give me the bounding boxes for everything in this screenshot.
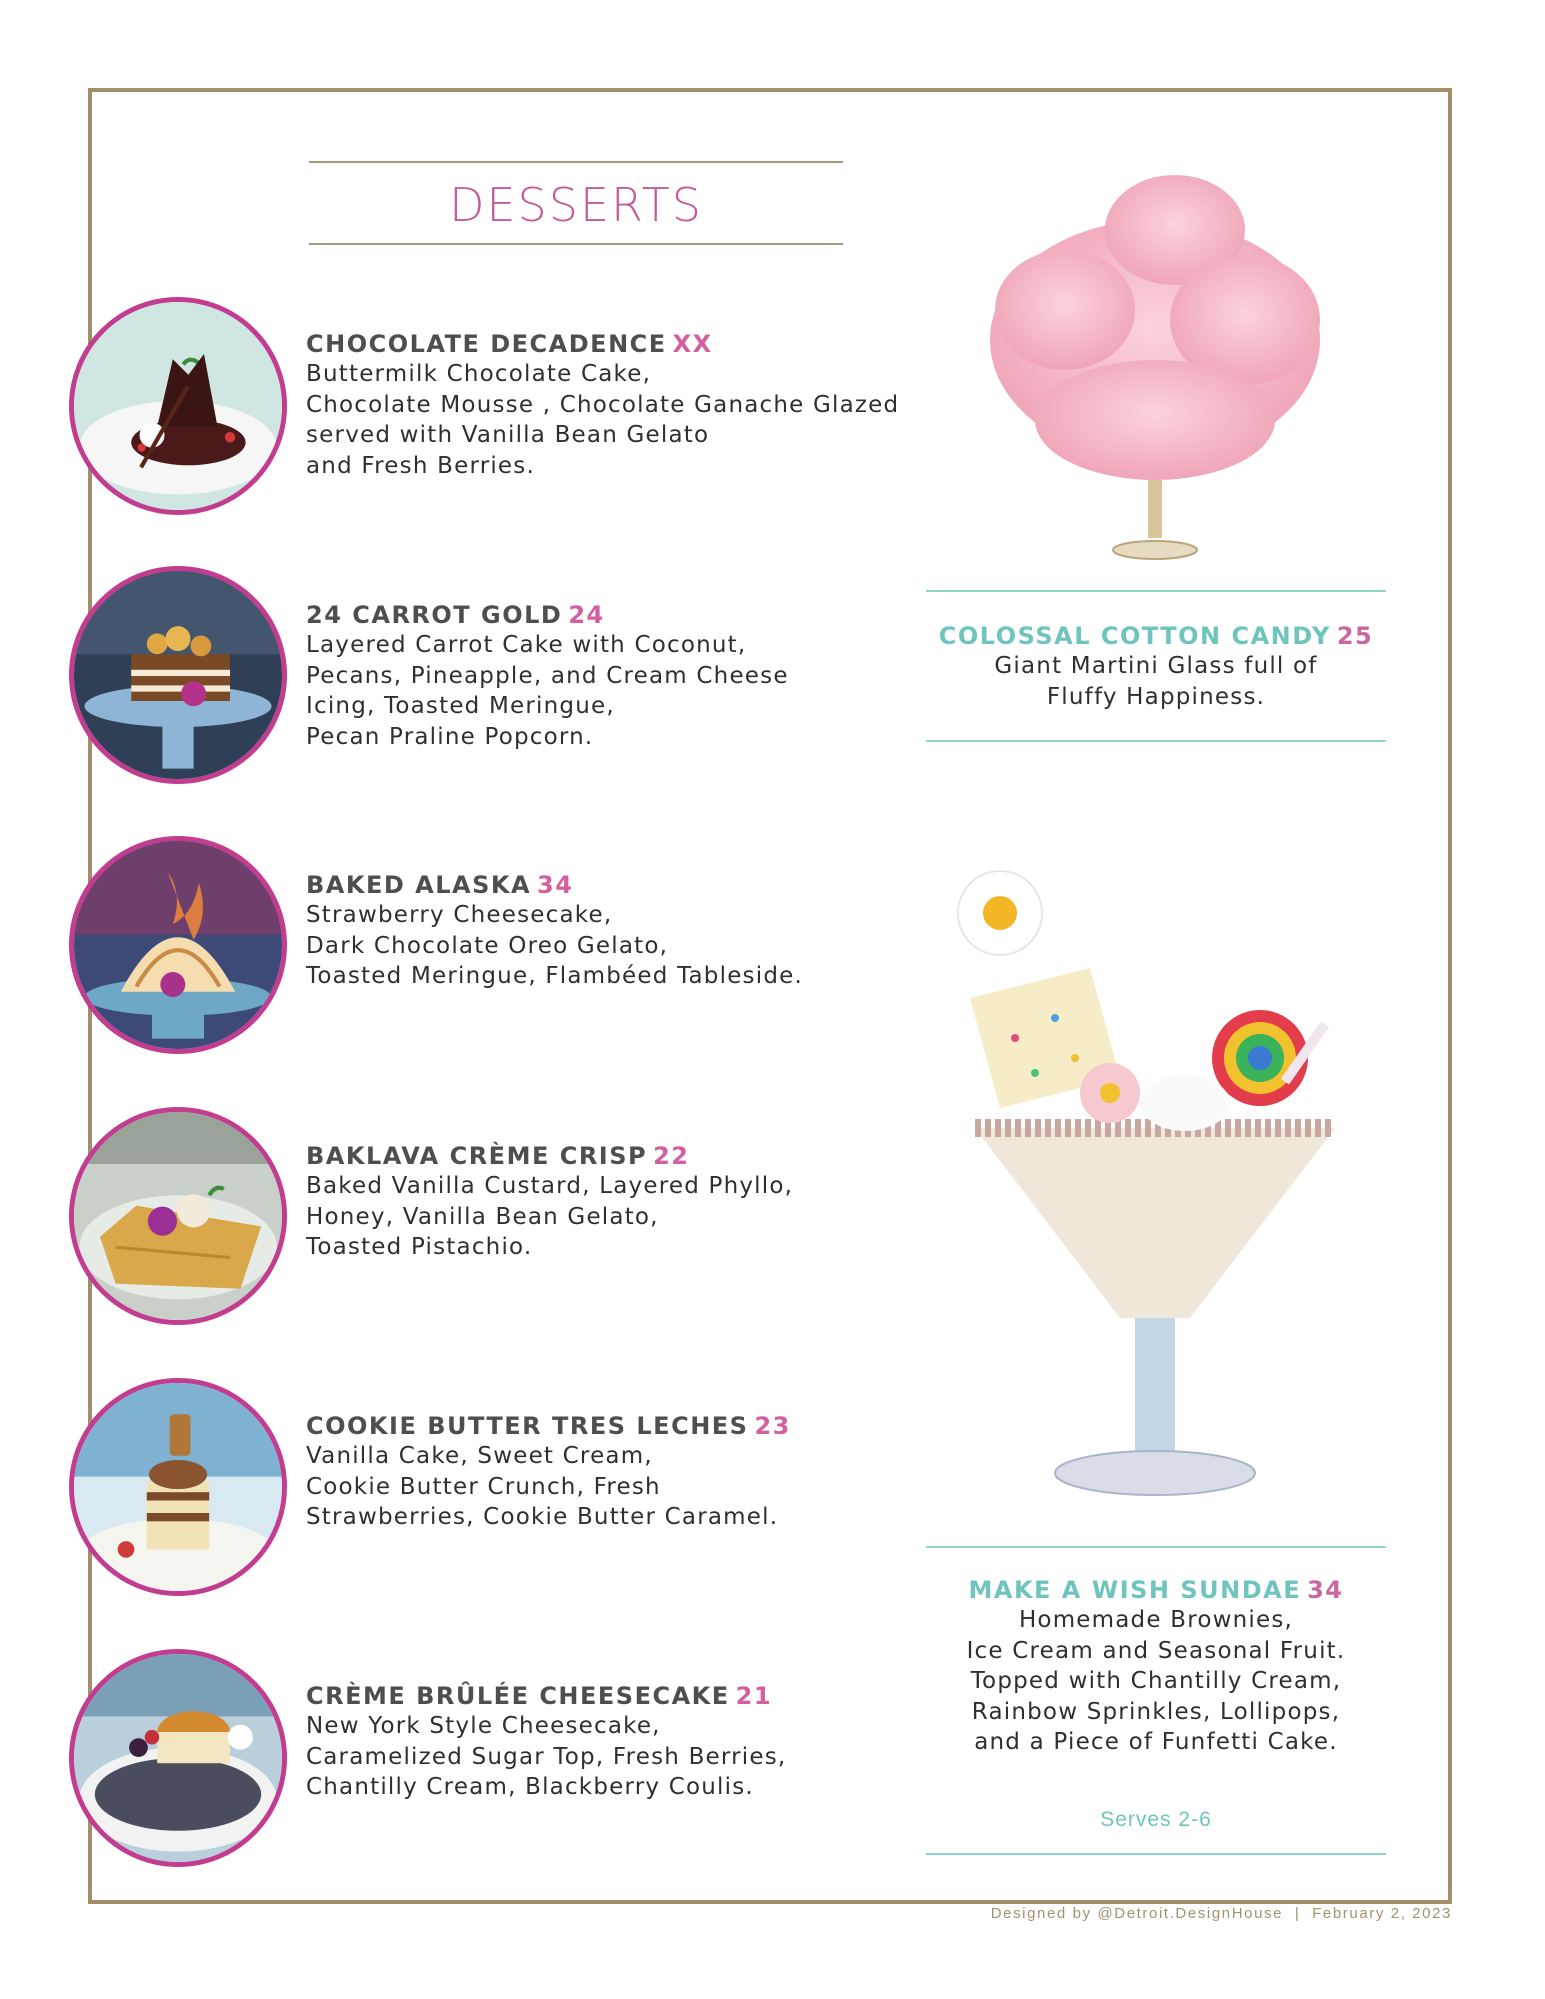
item-name: CRÈME BRÛLÉE CHEESECAKE 21 — [306, 1682, 773, 1710]
menu-item-baklava-creme-crisp — [306, 1141, 926, 1263]
item-price: XX — [672, 330, 713, 358]
feature-rule — [926, 1546, 1386, 1548]
item-price: 34 — [1307, 1576, 1344, 1604]
baked-alaska-photo — [69, 836, 287, 1054]
item-price: 21 — [735, 1682, 773, 1710]
creme-brulee-photo — [69, 1649, 287, 1867]
feature-make-a-wish-sundae — [926, 1575, 1386, 1758]
serves-note: Serves 2-6 — [1100, 1808, 1212, 1831]
feature-rule — [926, 590, 1386, 592]
item-price: 24 — [568, 601, 605, 629]
item-description: Homemade Brownies, Ice Cream and Seasonal Fruit. Topped with Chantilly Cream, Rainbow Sprinkles, Lollipops, and a Piece of Funfetti Cake. — [966, 1607, 1346, 1755]
item-description: Strawberry Cheesecake, Dark Chocolate Oreo Gelato, Toasted Meringue, Flambéed Tableside. — [306, 902, 803, 989]
feature-colossal-cotton-candy — [926, 621, 1386, 712]
item-description: New York Style Cheesecake, Caramelized Sugar Top, Fresh Berries, Chantilly Cream, Blackberry Coulis. — [306, 1713, 787, 1800]
feature-rule — [926, 740, 1386, 742]
sundae-photo — [945, 858, 1365, 1508]
item-price: 25 — [1336, 622, 1374, 650]
baklava-photo — [69, 1107, 287, 1325]
item-description: Baked Vanilla Custard, Layered Phyllo, Honey, Vanilla Bean Gelato, Toasted Pistachio. — [306, 1173, 794, 1260]
feature-rule — [926, 1853, 1386, 1855]
page-title: DESSERTS — [449, 178, 703, 232]
footer-date: February 2, 2023 — [1312, 1905, 1452, 1922]
chocolate-cake-photo — [69, 297, 287, 515]
cotton-candy-photo — [945, 150, 1365, 580]
item-name: CHOCOLATE DECADENCE XX — [306, 330, 713, 358]
menu-item-creme-brulee-cheesecake — [306, 1681, 926, 1803]
item-price: 23 — [754, 1412, 791, 1440]
menu-item-baked-alaska — [306, 870, 926, 992]
item-description: Buttermilk Chocolate Cake, Chocolate Mousse , Chocolate Ganache Glazed served with Vanilla Bean Gelato and Fresh Berries. — [306, 361, 900, 479]
item-name: COOKIE BUTTER TRES LECHES 23 — [306, 1412, 791, 1440]
footer-separator: | — [1294, 1905, 1301, 1922]
item-name: COLOSSAL COTTON CANDY 25 — [938, 622, 1374, 650]
item-price: 22 — [653, 1142, 690, 1170]
item-name: BAKED ALASKA 34 — [306, 871, 574, 899]
item-description: Layered Carrot Cake with Coconut, Pecans, Pineapple, and Cream Cheese Icing, Toasted Meringue, Pecan Praline Popcorn. — [306, 632, 789, 750]
item-name: MAKE A WISH SUNDAE 34 — [968, 1576, 1344, 1604]
item-name: 24 CARROT GOLD 24 — [306, 601, 605, 629]
title-rule-bottom — [309, 243, 843, 245]
carrot-cake-photo — [69, 566, 287, 784]
menu-item-chocolate-decadence — [306, 329, 926, 481]
item-name: BAKLAVA CRÈME CRISP 22 — [306, 1142, 690, 1170]
item-description: Giant Martini Glass full of Fluffy Happiness. — [994, 653, 1318, 710]
item-description: Vanilla Cake, Sweet Cream, Cookie Butter Crunch, Fresh Strawberries, Cookie Butter Caramel. — [306, 1443, 779, 1530]
title-rule-top — [309, 161, 843, 163]
tres-leches-photo — [69, 1378, 287, 1596]
designer-credit: Designed by @Detroit.DesignHouse — [990, 1905, 1284, 1922]
menu-item-24-carrot-gold — [306, 600, 926, 752]
item-price: 34 — [537, 871, 574, 899]
menu-item-cookie-butter-tres-leches — [306, 1411, 926, 1533]
footer — [991, 1905, 1452, 1922]
